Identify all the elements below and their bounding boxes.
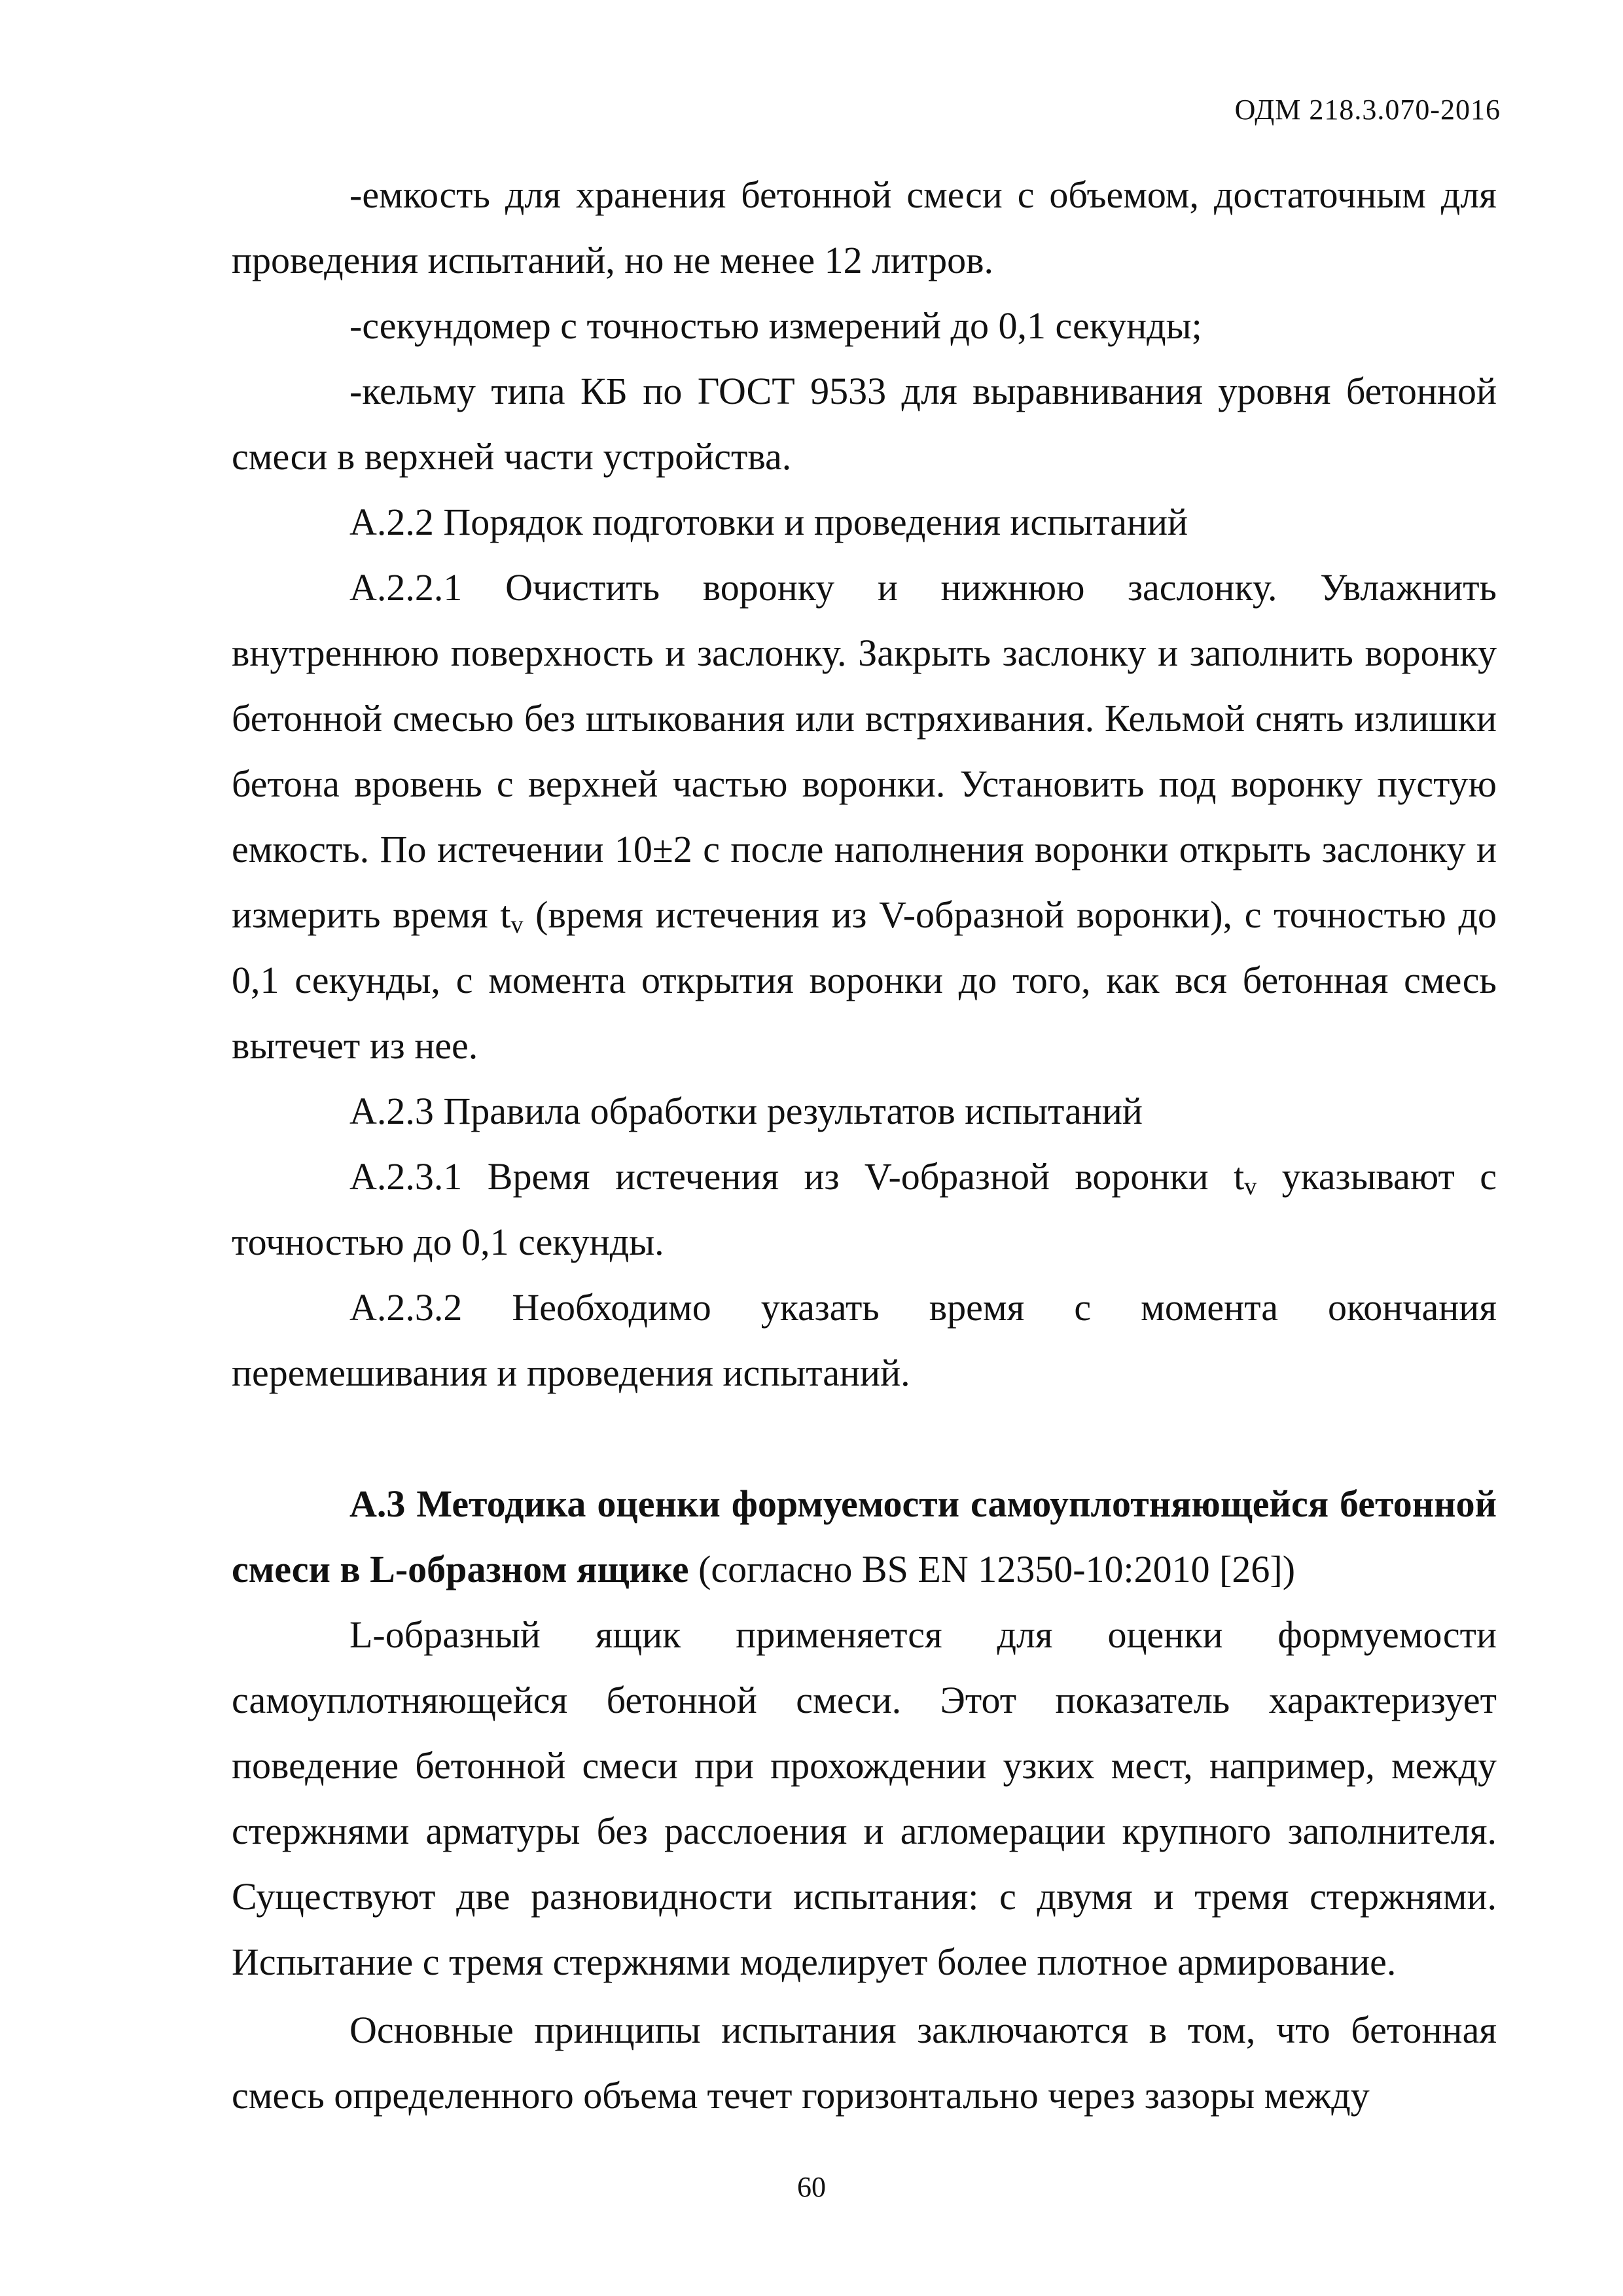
- section-a-3-heading: [232, 1471, 1497, 1602]
- section-a-3-heading-reference: (согласно BS EN 12350-10:2010 [26]): [688, 1548, 1296, 1590]
- paragraph-a-2-3-1-rest: указывают с точностью до 0,1 секунды.: [232, 1155, 1497, 1263]
- paragraph-stopwatch: -секундомер с точностью измерений до 0,1 секунды;: [349, 304, 1202, 347]
- paragraph-a-2-2-1-text: А.2.2.1 Очистить воронку и нижнюю заслонку. Увлажнить внутреннюю поверхность и заслонку. Закрыть заслонку и заполнить воронку бетонной смесью без штыкования или встряхивания. Кельмой снять излишки бетона вровень с верхней частью воронки. Установить под воронку пустую емкость. По истечении 10±2 с после наполнения воронки открыть заслонку и измерить время t: [232, 566, 1497, 936]
- paragraph-container-capacity: -емкость для хранения бетонной смеси с объемом, достаточным для проведения испытаний, но не менее 12 литров.: [232, 173, 1497, 281]
- paragraph-l-box-description: L-образный ящик применяется для оценки формуемости самоуплотняющейся бетонной смеси. Этот показатель характеризует поведение бетонной смеси при прохождении узких мест, например, между стержнями арматуры без расслоения и агломерации крупного заполнителя. Существуют две разновидности испытания: с двумя и тремя стержнями. Испытание с тремя стержнями моделирует более плотное армирование.: [232, 1613, 1497, 1983]
- section-a-3-heading-bold: А.3 Методика оценки формуемости самоуплотняющейся бетонной смеси в L-образном ящике: [232, 1482, 1497, 1590]
- paragraph-a-2-3-1: [232, 1144, 1497, 1275]
- paragraph-a-2-2-1-rest: (время истечения из V-образной воронки), с точностью до 0,1 секунды, с момента открытия воронки до того, как вся бетонная смесь вытечет из нее.: [232, 893, 1497, 1067]
- page-number: 60: [797, 2171, 826, 2203]
- paragraph-test-principles: Основные принципы испытания заключаются в том, что бетонная смесь определенного объема течет горизонтально через зазоры между: [232, 2009, 1497, 2117]
- paragraph-a-2-3-2: А.2.3.2 Необходимо указать время с момента окончания перемешивания и проведения испытаний.: [232, 1286, 1497, 1394]
- subscript-v: v: [1244, 1173, 1257, 1200]
- section-a-2-2-title: А.2.2 Порядок подготовки и проведения испытаний: [349, 501, 1188, 543]
- section-a-2-3-title: А.2.3 Правила обработки результатов испытаний: [349, 1090, 1143, 1132]
- paragraph-a-2-2-1: [232, 555, 1497, 1079]
- document-code-header: ОДМ 218.3.070-2016: [1234, 94, 1501, 126]
- page-body: [232, 162, 1497, 2128]
- subscript-v: v: [510, 911, 524, 939]
- paragraph-trowel: -кельму типа КБ по ГОСТ 9533 для выравнивания уровня бетонной смеси в верхней части устройства.: [232, 370, 1497, 478]
- paragraph-a-2-3-1-text: А.2.3.1 Время истечения из V-образной воронки t: [349, 1155, 1245, 1198]
